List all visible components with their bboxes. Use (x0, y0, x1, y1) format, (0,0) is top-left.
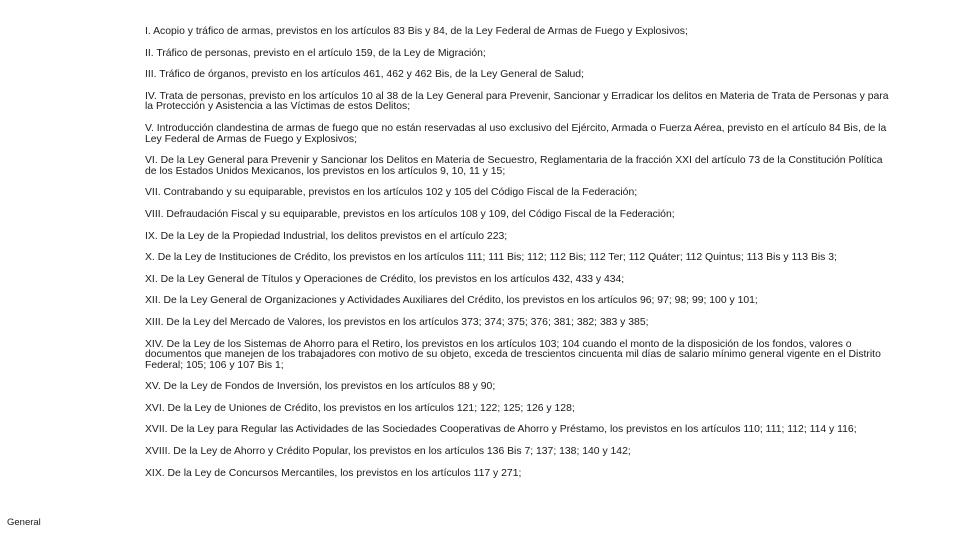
list-item: III. Tráfico de órganos, previsto en los artículos 461, 462 y 462 Bis, de la Ley General de Salud; (145, 69, 584, 81)
classification-label: General (7, 517, 41, 528)
list-item: XII. De la Ley General de Organizaciones y Actividades Auxiliares del Crédito, los previstos en los artículos 96; 97; 98; 99; 100 y 101; (145, 295, 758, 307)
list-item: XIX. De la Ley de Concursos Mercantiles, los previstos en los artículos 117 y 271; (145, 467, 522, 479)
list-item: XVII. De la Ley para Regular las Actividades de las Sociedades Cooperativas de Ahorro y Préstamo, los previstos en los artículos 110; 111; 112; 114 y 116; (145, 424, 857, 436)
list-item: XVI. De la Ley de Uniones de Crédito, los previstos en los artículos 121; 122; 125; 126 y 128; (145, 402, 575, 414)
list-item: V. Introducción clandestina de armas de fuego que no están reservadas al uso exclusivo del Ejército, Armada o Fuerza Aérea, previsto en el artículo 84 Bis, de la Ley Federal de Armas de Fuego y Explosivos; (145, 122, 887, 145)
list-item: XI. De la Ley General de Títulos y Operaciones de Crédito, los previstos en los artículos 432, 433 y 434; (145, 273, 625, 285)
list-item: II. Tráfico de personas, previsto en el artículo 159, de la Ley de Migración; (145, 47, 486, 59)
legal-provisions-list (145, 27, 890, 490)
list-item: XVIII. De la Ley de Ahorro y Crédito Popular, los previstos en los artículos 136 Bis 7; 137; 138; 140 y 142; (145, 446, 631, 458)
list-item: VII. Contrabando y su equiparable, previstos en los artículos 102 y 105 del Código Fiscal de la Federación; (145, 187, 638, 199)
list-item: XV. De la Ley de Fondos de Inversión, los previstos en los artículos 88 y 90; (145, 381, 496, 393)
list-item: IV. Trata de personas, previsto en los artículos 10 al 38 de la Ley General para Prevenir, Sancionar y Erradicar los delitos en Materia de Trata de Personas y para la Protección y Asistencia a las Víctimas de estos Delitos; (145, 90, 889, 113)
list-item: I. Acopio y tráfico de armas, previstos en los artículos 83 Bis y 84, de la Ley Federal de Armas de Fuego y Explosivos; (145, 26, 688, 37)
list-item: VI. De la Ley General para Prevenir y Sancionar los Delitos en Materia de Secuestro, Reglamentaria de la fracción XXI del artículo 73 de la Constitución Política de los Estados Unidos Mexicanos, los previstos en los artículos 9, 10, 11 y 15; (145, 155, 883, 177)
list-item: XIV. De la Ley de los Sistemas de Ahorro para el Retiro, los previstos en los artículos 103; 104 cuando el monto de la disposición de los fondos, valores o documentos que manejen de los trabajadores con motivo de su objeto, exceda de trescientos cincuenta mil días de salario mínimo general vigente en el Distrito Federal; 105; 106 y 107 Bis 1; (145, 338, 881, 371)
list-item: XIII. De la Ley del Mercado de Valores, los previstos en los artículos 373; 374; 375; 376; 381; 382; 383 y 385; (145, 316, 649, 328)
list-item: VIII. Defraudación Fiscal y su equiparable, previstos en los artículos 108 y 109, del Código Fiscal de la Federación; (145, 208, 675, 220)
list-item: X. De la Ley de Instituciones de Crédito, los previstos en los artículos 111; 111 Bis; 112; 112 Bis; 112 Ter; 112 Quáter; 112 Quintus; 113 Bis y 113 Bis 3; (145, 252, 837, 264)
list-item: IX. De la Ley de la Propiedad Industrial, los delitos previstos en el artículo 223; (145, 230, 508, 242)
